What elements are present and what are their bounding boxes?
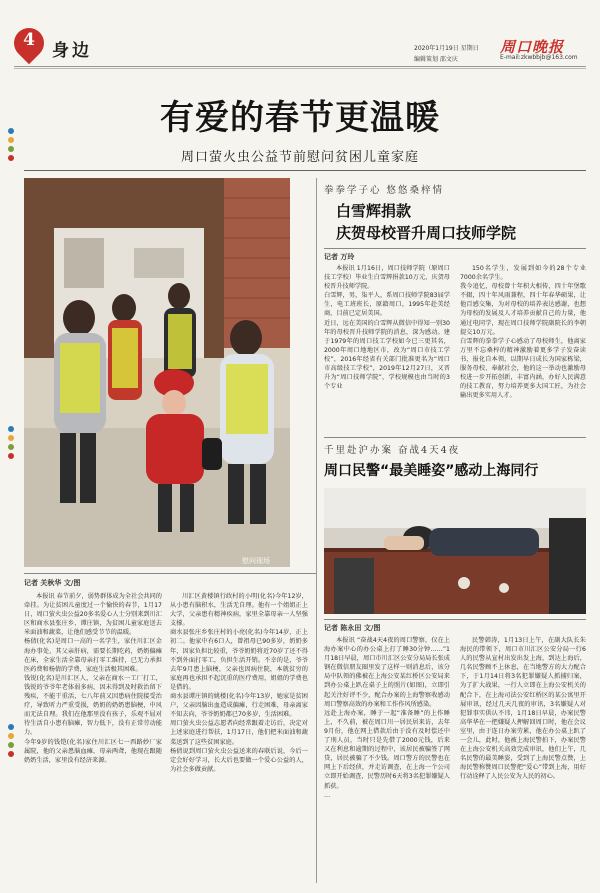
article-divider xyxy=(24,573,316,574)
editor-credit: 编辑策划 邵文庆 xyxy=(414,56,458,63)
decorative-dots xyxy=(8,724,16,760)
photo-caption: 慰问现场 xyxy=(242,557,270,565)
story2-column-1: 本报讯 1月16日，周口技师学院（原周口技工学校）毕业生白雪辉捐款10万元，庆贺母校晋升技师学院。 白雪辉，男，柒平人，系周口技师学院83届学生，电工班班长，原籍周口，1995年赴美经商，目前已定居美国。 近日，远在美国的白雪辉从微信中得知一别30年的母校晋升技师学院的消息，深为感动。建于1979年的周口技工学校如今已三更其名，2000年周口地地区市，改为“周口市技工学校”，2016年经省有关部门批准更名为“周口市高级技工学校”，2019年12月27日，又晋升为“周口技师学院”，学校规模也由当时的3个专业 xyxy=(324,265,450,391)
story3-byline: 记者 陈永田 文/图 xyxy=(324,624,381,632)
story2-kicker: 拳拳学子心 悠悠桑梓情 xyxy=(324,185,445,196)
story3-photo xyxy=(324,488,586,614)
section-name: 身边 xyxy=(52,41,92,61)
main-photo xyxy=(24,178,290,567)
main-article-column-2: 川汇区黄楼镇行政村的小明(化名)今年12岁，从小患有脑积水，生活无自理。他有一个姐姐正上大学，父亲患有精神疾病，家里全靠母亲一人坚强支撑。 商水县张庄乡张庄村的小亮(化名)今年14岁，正上初二。他家中有6口人，曾祖母已90多岁，奶奶多年，因家负担比较重，爷爷奶奶将近70岁了还不得不到外面打零工，负担生活开销。不幸的是，爷爷去年9月患上脑梗，父亲也因病住院，本就贫穷的家庭再也承担不起沉重的医疗费用，姐姐的学费也是借的。 商水县谭庄镇的姚楼(化名)今年13岁，她家是贫困户，父亲因脑出血造成偏瘫，行走困难，母亲离家不知去向，爷爷奶奶都已70多岁，生活困难。 周口萤火虫公益志愿者向经常跟着走访后，决定对上述家庭进行帮扶，1月17日，他们把米面油和蔬菜送到了这些贫困家庭。 杨倩说到周口萤火虫公益送来的春联后说，今后一定会好好学习，长大后也要做一个爱心公益的人，为社会多做贡献。 xyxy=(170,593,308,773)
header-divider-thin xyxy=(14,68,586,69)
story3-kicker: 千里赴沪办案 奋战4天4夜 xyxy=(324,445,461,456)
story2-divider xyxy=(324,248,586,249)
page-number: 4 xyxy=(23,30,35,50)
headline-divider xyxy=(24,170,586,171)
story3-divider xyxy=(324,619,586,620)
contact-email: E-mail:zkwbbjb@163.com xyxy=(500,54,578,61)
main-byline: 记者 关秋华 文/图 xyxy=(24,579,81,587)
story2-column-2: 150名学生，发展到如今的28个专业7000余名学生。 我今追忆，母校曾十年积大相传，四十年堡歌不辍，四十年风雨兼程，四十年春华硕果，让他百感交集，为对母校的培养表达感谢，也想为母校的发展及人才培养贡献自己的力量，他通过电同学，现在周口技师学院副院长的李朝提交10万元。 白雪辉的拳拳学子心感动了母校师生，他离家万里不忘桑梓的精神激励着更多学子发奋读书，报化自本领，以期早日成长为国家栋梁，服务母校、奉献社会，他的这一举动也激励母校进一步开拓创新，丰富内涵，办好人民满意的技工教育，努力培养更多大国工匠，为社会输出更多实用人才。 xyxy=(460,265,586,400)
main-headline: 有爱的春节更温暖 xyxy=(160,98,440,138)
story2-title-line2: 庆贺母校晋升周口技师学院 xyxy=(336,224,517,242)
story3-title: 周口民警“最美睡姿”感动上海同行 xyxy=(324,463,539,479)
main-subheadline: 周口萤火虫公益节前慰问贫困儿童家庭 xyxy=(180,150,419,165)
issue-date: 2020年1月19日 星期日 xyxy=(414,45,479,52)
masthead-logo: 周口晚报 xyxy=(500,38,565,56)
decorative-dots xyxy=(8,426,16,462)
story-separator xyxy=(324,437,586,438)
story3-column-2: 民警韩涛，1月13日上午，在副大队长朱海民的带领下，周口市川汇区公安分局一行6人的民警从宣村出发出发上海，到达上海后，几名民警顾不上休息，在当地警方的大力配合下，于1月14日将3名犯罪嫌疑人抓捕归案，为了扩大战果，一行人立即在上海公安机关的配合下，在上海司法公安红桥区的某公寓里开展审讯，经过几天几夜的审讯，3名嫌疑人对犯罪事实供认不讳，1月18日早晨，办案民警高华华在一把嫌疑人押解回周口时，他在会议室里，由于连日办案劳累，他在办公桌上趴了一会儿，此时，他被上海民警拍下，办案民警在上海公安机关高效完成审讯，他们上午，几名民警的最美睡姿，受到了上海民警点赞，上海民警称赞周口民警把“爱心”带到上海，用好行动诠释了人民公安为人民的初心。 xyxy=(460,637,586,781)
story3-column-1: 本报讯 “奋战4天4夜的周口警察，仅在上海办案中心的办公桌上打了睡30分钟……”1月18日早晨，周口市川汇区公安分局局长张成钢在微信朋友圈里发了这样一则消息后，该分局中队领的佛被在上海公安某红桥区公安局来到办公桌上趴在桌子上的照片(如图)，立即引起关注好评不少，配合办案的上海警察收感动周口警察高效的办案和工作作风所感染。 远赴上海办案，睡于一起“准备睡”的上作睡上，不久前，被在周口川一居民居来访，去年9月份，他在网上借款后由于没有及时偿还中了刑人员，当时只是先借了2000元钱，后来又在利息和逾期的过程中，该居民被骗签了网贷，居民被骗了不少钱。周口警方的民警也在网上下后经侦，并走访调查，在上海一个公司立即开始调查，民警历时6天将3名犯罪嫌疑人抓获。 … xyxy=(324,637,450,799)
header-divider xyxy=(14,66,586,67)
story2-byline: 记者 万玲 xyxy=(324,253,355,261)
story2-title-line1: 白雪辉捐款 xyxy=(336,202,412,220)
main-article-column-1: 本报讯 春节前夕，弱势群体成为全社会共同的牵挂。为让贫困儿童度过一个愉快的春节，1月17日，周口萤火虫公益20多名爱心人士分别来到川汇区和商水县张庄乡、谭庄镇，为贫困儿童家庭送去米面油和蔬菜，让他们感受节节的温暖。 杨倩(化名)是周口一高的一名学生，家住川汇区金海办事处，其父亲肝病，需要长期吃药，奶奶偏瘫在床，全家生活全靠母亲打零工维持，已无力承担医药费和杨倩的学费，家庭生活极其困难。 钱锐(化名)是川汇区人，父亲在商水一工厂打工，钱锐的爷爷年老体弱多病，因未得到及时救治留下残疾，不能干重活，七八年前又因患病住院接受治疗，导致听力严重受损，奶奶的奶奶患脑梗，中风而无法自理。我们在他那里没有孩子，乐观不屈对待生活自小患有脑瘫，智力低下，没有正常劳动能力。 今年9岁的钱铠(化名)家住川汇区七一西路妙厂家属院，他的父亲患脑血瘫，母亲两聋，他现在跟随奶奶生活，家里没有经济来源。 xyxy=(24,593,162,764)
column-divider xyxy=(316,178,317,883)
